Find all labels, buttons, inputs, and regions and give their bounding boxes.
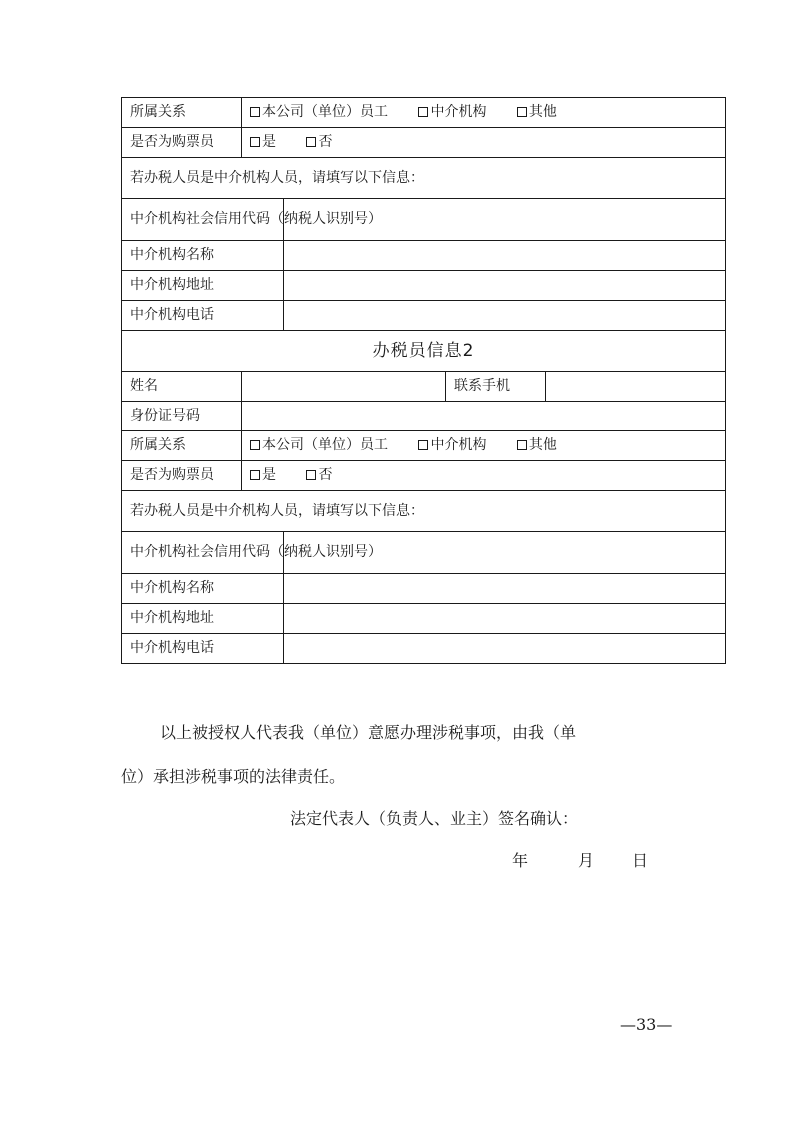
agency-name-label: 中介机构名称 xyxy=(122,574,284,604)
checkbox-icon[interactable] xyxy=(250,440,260,450)
checkbox-icon[interactable] xyxy=(517,107,527,117)
agency-phone-row-1 xyxy=(122,301,726,331)
agency-phone-field[interactable] xyxy=(284,634,726,664)
agency-address-label: 中介机构地址 xyxy=(122,271,284,301)
agency-phone-row-2 xyxy=(122,634,726,664)
agency-address-row-2 xyxy=(122,604,726,634)
agency-phone-field[interactable] xyxy=(284,301,726,331)
agency-address-label: 中介机构地址 xyxy=(122,604,284,634)
agency-notice-row-2 xyxy=(122,491,726,532)
name-label: 姓名 xyxy=(122,372,242,402)
checkbox-icon[interactable] xyxy=(418,440,428,450)
relation-option-other[interactable]: 其他 xyxy=(517,437,557,454)
id-field[interactable] xyxy=(242,402,726,431)
year-label: 年 xyxy=(512,851,529,870)
date-line xyxy=(512,848,648,871)
purchaser-row-2 xyxy=(122,461,726,491)
purchaser-row-1 xyxy=(122,128,726,158)
checkbox-icon[interactable] xyxy=(418,107,428,117)
relation-option-employee[interactable]: 本公司（单位）员工 xyxy=(250,104,388,121)
relation-options xyxy=(242,98,726,128)
checkbox-icon[interactable] xyxy=(306,137,316,147)
checkbox-icon[interactable] xyxy=(250,470,260,480)
signature-label: 法定代表人（负责人、业主）签名确认： xyxy=(290,809,579,828)
relation-label: 所属关系 xyxy=(122,98,242,128)
checkbox-icon[interactable] xyxy=(250,137,260,147)
agency-notice-row-1 xyxy=(122,158,726,199)
relation-option-other[interactable]: 其他 xyxy=(517,104,557,121)
agency-name-field[interactable] xyxy=(284,574,726,604)
purchaser-label: 是否为购票员 xyxy=(122,461,242,491)
purchaser-option-no[interactable]: 否 xyxy=(306,467,332,484)
agency-code-label: 中介机构社会信用代码（纳税人识别号） xyxy=(122,199,284,241)
purchaser-option-yes[interactable]: 是 xyxy=(250,467,276,484)
tax-agent-form xyxy=(121,97,726,664)
checkbox-icon[interactable] xyxy=(517,440,527,450)
relation-option-agency[interactable]: 中介机构 xyxy=(418,104,486,121)
phone-label: 联系手机 xyxy=(446,372,546,402)
checkbox-icon[interactable] xyxy=(250,107,260,117)
relation-options xyxy=(242,431,726,461)
relation-option-agency[interactable]: 中介机构 xyxy=(418,437,486,454)
purchaser-options xyxy=(242,128,726,158)
id-row xyxy=(122,402,726,431)
purchaser-option-yes[interactable]: 是 xyxy=(250,134,276,151)
agency-address-field[interactable] xyxy=(284,604,726,634)
day-label: 日 xyxy=(632,851,649,870)
name-phone-row xyxy=(122,372,726,402)
agency-code-row-2 xyxy=(122,532,726,574)
purchaser-options xyxy=(242,461,726,491)
relation-row-1 xyxy=(122,98,726,128)
section-title-row xyxy=(122,331,726,372)
agency-code-label: 中介机构社会信用代码（纳税人识别号） xyxy=(122,532,284,574)
phone-field[interactable] xyxy=(546,372,726,402)
relation-option-employee[interactable]: 本公司（单位）员工 xyxy=(250,437,388,454)
agency-name-row-1 xyxy=(122,241,726,271)
relation-label: 所属关系 xyxy=(122,431,242,461)
name-field[interactable] xyxy=(242,372,446,402)
agency-address-row-1 xyxy=(122,271,726,301)
checkbox-icon[interactable] xyxy=(306,470,316,480)
agency-notice: 若办税人员是中介机构人员，请填写以下信息： xyxy=(122,491,726,532)
month-label: 月 xyxy=(578,851,595,870)
relation-row-2 xyxy=(122,431,726,461)
page-number: —33— xyxy=(620,1015,673,1034)
purchaser-label: 是否为购票员 xyxy=(122,128,242,158)
id-label: 身份证号码 xyxy=(122,402,242,431)
agency-phone-label: 中介机构电话 xyxy=(122,301,284,331)
section-title: 办税员信息2 xyxy=(122,331,726,372)
purchaser-option-no[interactable]: 否 xyxy=(306,134,332,151)
statement-line-2: 位）承担涉税事项的法律责任。 xyxy=(121,767,346,786)
agency-code-row-1 xyxy=(122,199,726,241)
agency-phone-label: 中介机构电话 xyxy=(122,634,284,664)
agency-name-label: 中介机构名称 xyxy=(122,241,284,271)
agency-name-field[interactable] xyxy=(284,241,726,271)
agency-name-row-2 xyxy=(122,574,726,604)
statement-line-1: 以上被授权人代表我（单位）意愿办理涉税事项，由我（单 xyxy=(160,723,577,742)
agency-notice: 若办税人员是中介机构人员，请填写以下信息： xyxy=(122,158,726,199)
agency-address-field[interactable] xyxy=(284,271,726,301)
